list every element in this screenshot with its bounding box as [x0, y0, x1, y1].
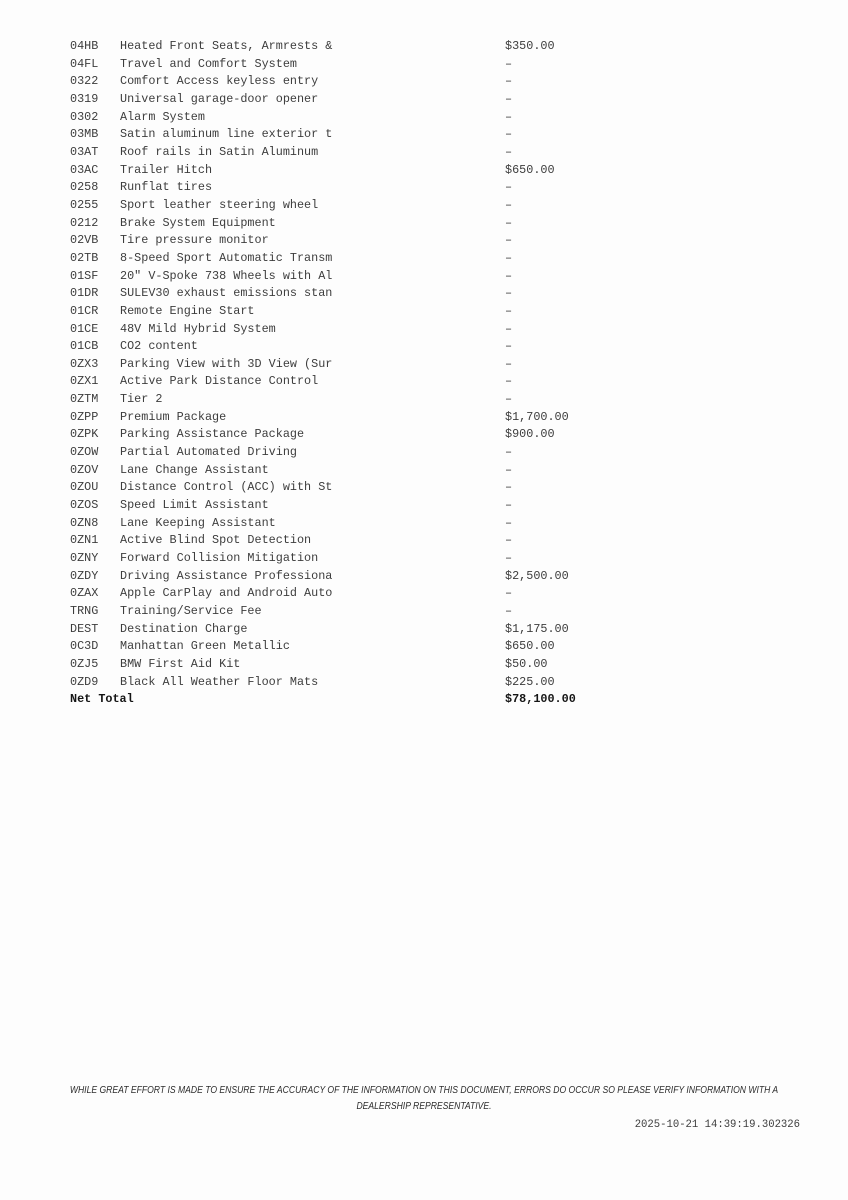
- table-row: [70, 603, 810, 621]
- table-row: [70, 674, 810, 692]
- option-code: 04FL: [70, 56, 99, 71]
- table-row: [70, 532, 810, 550]
- option-description: Tier 2: [120, 392, 163, 407]
- option-code: 0ZX1: [70, 374, 99, 389]
- option-description: Roof rails in Satin Aluminum: [120, 144, 319, 159]
- option-price: –: [505, 91, 513, 106]
- table-row: [70, 38, 810, 56]
- option-description: Parking View with 3D View (Sur: [120, 356, 333, 371]
- option-description: Heated Front Seats, Armrests &: [120, 39, 333, 53]
- table-row: [70, 497, 810, 515]
- table-row: [70, 144, 810, 162]
- table-row: [70, 232, 810, 250]
- option-description: CO2 content: [120, 339, 198, 354]
- disclaimer: [59, 1083, 788, 1115]
- option-code: 0302: [70, 109, 99, 124]
- option-description: Lane Keeping Assistant: [120, 515, 276, 530]
- option-price: –: [505, 321, 513, 336]
- option-code: 01DR: [70, 286, 99, 301]
- option-code: 0ZDY: [70, 568, 99, 583]
- option-code: 0C3D: [70, 639, 99, 654]
- option-description: Tire pressure monitor: [120, 233, 269, 248]
- table-row: [70, 515, 810, 533]
- option-description: Active Blind Spot Detection: [120, 533, 312, 548]
- table-row: [70, 638, 810, 656]
- option-code: TRNG: [70, 604, 99, 618]
- option-code: 01CE: [70, 321, 99, 336]
- option-price: –: [505, 268, 513, 283]
- table-row: [70, 568, 810, 586]
- option-price: $650.00: [505, 162, 555, 177]
- option-price: –: [505, 356, 513, 371]
- option-description: Parking Assistance Package: [120, 427, 305, 442]
- table-row: [70, 444, 810, 462]
- option-description: Alarm System: [120, 109, 205, 124]
- option-price: –: [505, 56, 513, 71]
- option-price: –: [505, 127, 513, 142]
- option-price: –: [505, 551, 513, 566]
- disclaimer-line1: WHILE GREAT EFFORT IS MADE TO ENSURE THE ACCURACY OF THE INFORMATION ON THIS DOCUMENT, ERRORS DO OCCUR SO PLEASE VERIFY INFORMATION WITH A: [69, 1085, 779, 1096]
- option-price: $1,175.00: [505, 621, 569, 636]
- table-row: [70, 462, 810, 480]
- option-code: 0ZX3: [70, 356, 99, 371]
- net-total-price: $78,100.00: [505, 692, 576, 707]
- option-price: –: [505, 180, 513, 195]
- option-price: $650.00: [505, 639, 555, 654]
- option-price: $2,500.00: [505, 568, 569, 583]
- option-code: 0ZJ5: [70, 656, 99, 671]
- option-description: Travel and Comfort System: [120, 56, 297, 71]
- option-description: Active Park Distance Control: [120, 374, 319, 389]
- option-description: Lane Change Assistant: [120, 462, 269, 477]
- option-price: –: [505, 197, 513, 212]
- disclaimer-line2: DEALERSHIP REPRESENTATIVE.: [356, 1101, 492, 1112]
- option-description: Comfort Access keyless entry: [120, 74, 319, 89]
- option-code: 03AC: [70, 162, 99, 177]
- option-description: SULEV30 exhaust emissions stan: [120, 286, 333, 301]
- table-row: [70, 162, 810, 180]
- table-row: [70, 321, 810, 339]
- options-table: [70, 38, 810, 709]
- option-code: 0ZOS: [70, 498, 99, 513]
- option-code: 01CR: [70, 303, 99, 318]
- option-description: Driving Assistance Professiona: [120, 568, 333, 583]
- option-description: Apple CarPlay and Android Auto: [120, 586, 333, 601]
- table-row: [70, 373, 810, 391]
- table-row: [70, 479, 810, 497]
- option-price: $1,700.00: [505, 409, 569, 424]
- option-price: –: [505, 392, 513, 407]
- option-code: 0ZPP: [70, 409, 99, 424]
- option-description: Distance Control (ACC) with St: [120, 480, 333, 495]
- table-row: [70, 197, 810, 215]
- option-code: 0ZN8: [70, 515, 99, 530]
- option-code: 02TB: [70, 250, 99, 265]
- table-row: [70, 621, 810, 639]
- option-price: –: [505, 374, 513, 389]
- option-description: Speed Limit Assistant: [120, 498, 269, 513]
- option-code: 0ZOW: [70, 445, 99, 460]
- net-total-label: Net Total: [70, 692, 134, 707]
- table-row: [70, 391, 810, 409]
- option-price: –: [505, 480, 513, 495]
- option-price: –: [505, 586, 513, 601]
- option-description: Manhattan Green Metallic: [120, 639, 290, 654]
- option-code: 01CB: [70, 339, 99, 354]
- option-description: Forward Collision Mitigation: [120, 551, 319, 566]
- table-row: [70, 91, 810, 109]
- table-row: [70, 56, 810, 74]
- table-row: [70, 73, 810, 91]
- option-code: 0ZTM: [70, 392, 99, 407]
- option-description: 20" V-Spoke 738 Wheels with Al: [120, 268, 333, 283]
- table-row: [70, 109, 810, 127]
- table-row: [70, 356, 810, 374]
- option-code: 01SF: [70, 268, 99, 283]
- option-description: Destination Charge: [120, 621, 248, 636]
- option-code: 04HB: [70, 39, 99, 53]
- option-price: –: [505, 286, 513, 301]
- option-code: 0319: [70, 91, 99, 106]
- table-row: [70, 426, 810, 444]
- option-description: Remote Engine Start: [120, 303, 255, 318]
- option-description: BMW First Aid Kit: [120, 656, 241, 671]
- option-code: 0ZPK: [70, 427, 99, 442]
- option-price: $50.00: [505, 656, 548, 671]
- option-price: –: [505, 515, 513, 530]
- option-price: –: [505, 250, 513, 265]
- option-code: 0ZOU: [70, 480, 99, 495]
- option-code: 0ZD9: [70, 674, 99, 689]
- table-row: [70, 250, 810, 268]
- option-description: Sport leather steering wheel: [120, 197, 319, 212]
- option-code: 0258: [70, 180, 99, 195]
- table-row: [70, 585, 810, 603]
- option-price: –: [505, 215, 513, 230]
- table-row: [70, 656, 810, 674]
- option-price: –: [505, 604, 513, 618]
- table-row: [70, 550, 810, 568]
- table-row: [70, 338, 810, 356]
- option-description: Premium Package: [120, 409, 227, 424]
- option-description: Runflat tires: [120, 180, 213, 195]
- option-description: Satin aluminum line exterior t: [120, 127, 333, 142]
- option-code: 0ZNY: [70, 551, 99, 566]
- option-price: –: [505, 445, 513, 460]
- option-description: Black All Weather Floor Mats: [120, 674, 319, 689]
- timestamp: 2025-10-21 14:39:19.302326: [634, 1119, 800, 1131]
- option-description: Trailer Hitch: [120, 162, 213, 177]
- table-row: [70, 215, 810, 233]
- option-description: 8-Speed Sport Automatic Transm: [120, 250, 333, 265]
- table-row: [70, 285, 810, 303]
- option-code: 0322: [70, 74, 99, 89]
- table-row: [70, 126, 810, 144]
- option-price: –: [505, 109, 513, 124]
- option-price: –: [505, 498, 513, 513]
- option-description: Partial Automated Driving: [120, 445, 297, 460]
- option-price: –: [505, 462, 513, 477]
- option-price: $900.00: [505, 427, 555, 442]
- option-code: 02VB: [70, 233, 99, 248]
- net-total-row: [70, 691, 810, 709]
- option-code: 0212: [70, 215, 99, 230]
- option-code: 0ZOV: [70, 462, 99, 477]
- option-price: –: [505, 533, 513, 548]
- option-price: $350.00: [505, 39, 555, 53]
- option-description: 48V Mild Hybrid System: [120, 321, 276, 336]
- option-price: –: [505, 74, 513, 89]
- table-row: [70, 303, 810, 321]
- option-description: Training/Service Fee: [120, 604, 262, 618]
- option-code: 03AT: [70, 144, 99, 159]
- table-row: [70, 409, 810, 427]
- option-code: 0ZN1: [70, 533, 99, 548]
- option-price: –: [505, 144, 513, 159]
- option-price: –: [505, 233, 513, 248]
- option-price: –: [505, 303, 513, 318]
- option-description: Brake System Equipment: [120, 215, 276, 230]
- option-description: Universal garage-door opener: [120, 91, 319, 106]
- option-price: $225.00: [505, 674, 555, 689]
- option-code: DEST: [70, 621, 99, 636]
- table-row: [70, 268, 810, 286]
- option-price: –: [505, 339, 513, 354]
- option-code: 0255: [70, 197, 99, 212]
- table-row: [70, 179, 810, 197]
- option-code: 03MB: [70, 127, 99, 142]
- option-code: 0ZAX: [70, 586, 99, 601]
